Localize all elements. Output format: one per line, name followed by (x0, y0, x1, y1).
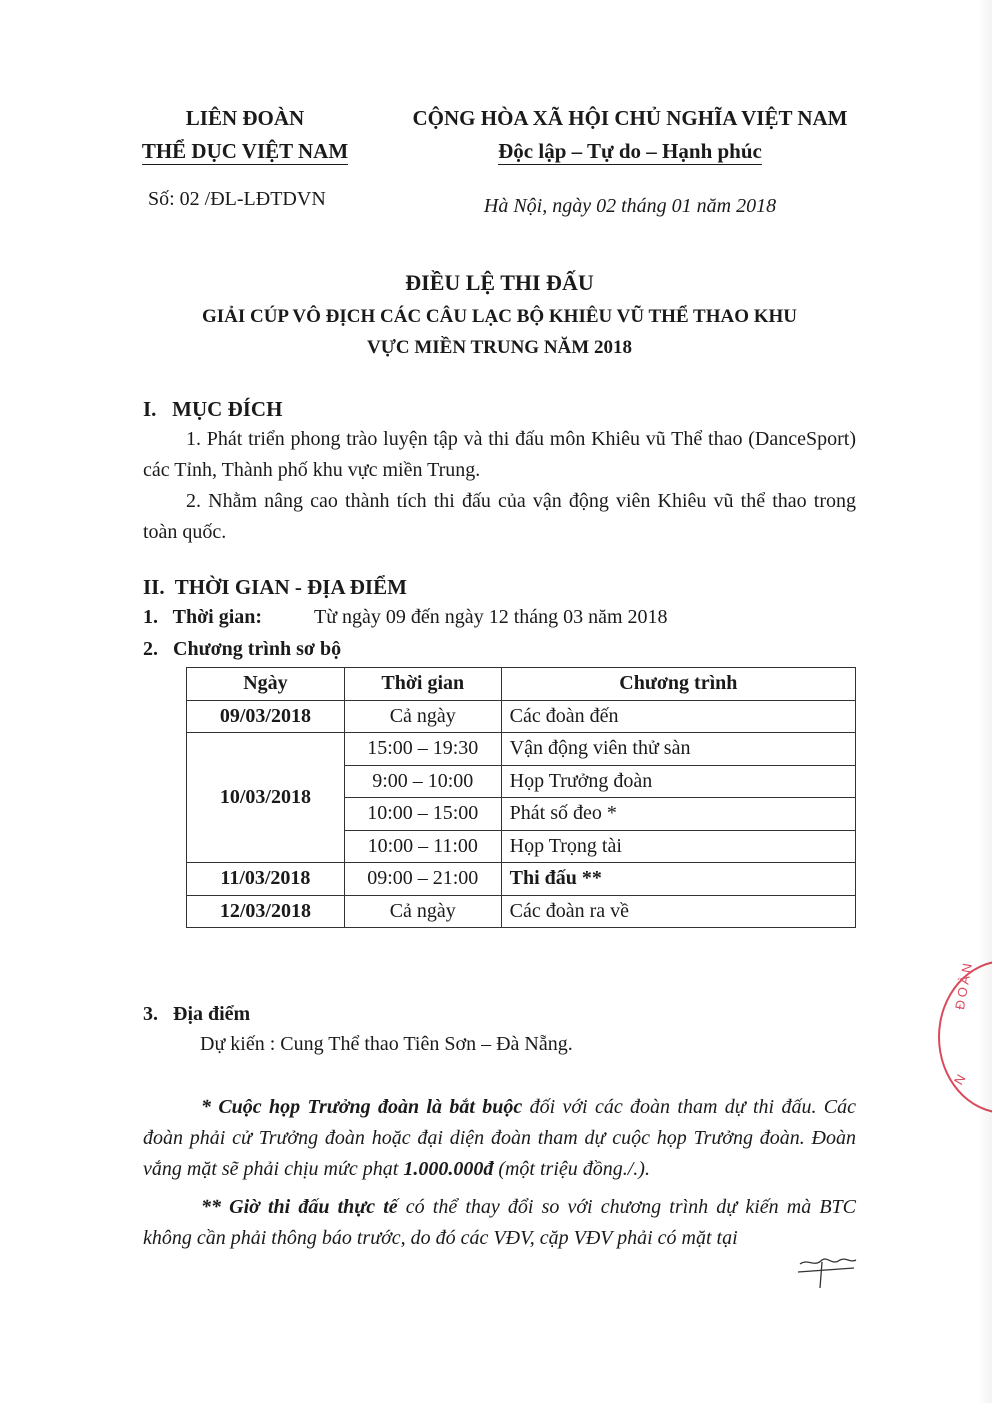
time-value: Từ ngày 09 đến ngày 12 tháng 03 năm 2018 (314, 606, 668, 628)
section1-heading: I. MỤC ĐÍCH (143, 397, 283, 421)
initials-signature-icon (792, 1248, 862, 1290)
cell-program: Thi đấu ** (501, 863, 855, 896)
place-date: Hà Nội, ngày 02 tháng 01 năm 2018 (483, 195, 777, 217)
table-row (187, 733, 856, 766)
schedule-table (186, 667, 856, 928)
cell-program: Các đoàn đến (501, 700, 855, 733)
cell-program: Các đoàn ra về (501, 895, 855, 928)
table-row (187, 863, 856, 896)
col-header-time: Thời gian (344, 668, 501, 701)
note1-rest-a: đối với các đoàn tham dự thi đấu. Các đoàn phải cử Trưởng đoàn hoặc đại diện đoàn tham dự cuộc họp Trưởng đoàn. Đoàn vắng mặt sẽ phải chịu mức phạt (143, 1096, 857, 1180)
doc-number: Số: 02 /ĐL-LĐTDVN (148, 188, 326, 210)
section1-item1: 1. Phát triển phong trào luyện tập và thi đấu môn Khiêu vũ Thể thao (DanceSport) các Tỉnh, Thành phố khu vực miền Trung. (143, 428, 856, 481)
cell-time: 9:00 – 10:00 (344, 765, 501, 798)
note1 (143, 1092, 856, 1185)
stamp-text: ĐOÀN (952, 959, 976, 1011)
cell-time: Cả ngày (344, 700, 501, 733)
country-name: CỘNG HÒA XÃ HỘI CHỦ NGHĨA VIỆT NAM (412, 106, 848, 130)
note1-rest-b: (một triệu đồng./.). (493, 1158, 650, 1180)
cell-date: 11/03/2018 (187, 863, 345, 896)
stamp-text-2: N (950, 1071, 969, 1088)
cell-date: 12/03/2018 (187, 895, 345, 928)
col-header-date: Ngày (187, 668, 345, 701)
org-name-line2 (130, 139, 360, 164)
section2-heading: II. THỜI GIAN - ĐỊA ĐIỂM (143, 575, 407, 599)
page-edge-shadow (978, 0, 992, 1403)
cell-time: 10:00 – 15:00 (344, 798, 501, 831)
venue-value: Dự kiến : Cung Thể thao Tiên Sơn – Đà Nẵng. (200, 1033, 573, 1055)
cell-time: 10:00 – 11:00 (344, 830, 501, 863)
doc-title: ĐIỀU LỆ THI ĐẤU (405, 270, 594, 295)
org-name-line2-text: THỂ DỤC VIỆT NAM (141, 139, 349, 163)
cell-date: 09/03/2018 (187, 700, 345, 733)
cell-time: 15:00 – 19:30 (344, 733, 501, 766)
program-label: 2. Chương trình sơ bộ (143, 638, 342, 660)
col-header-program: Chương trình (501, 668, 855, 701)
cell-time: 09:00 – 21:00 (344, 863, 501, 896)
cell-program: Vận động viên thử sàn (501, 733, 855, 766)
note1-bold: * Cuộc họp Trưởng đoàn là bắt buộc (201, 1096, 523, 1118)
doc-subtitle-line2: VỰC MIỀN TRUNG NĂM 2018 (367, 337, 632, 358)
table-row (187, 700, 856, 733)
note2-bold: ** Giờ thi đấu thực tế (201, 1196, 398, 1218)
table-header-row (187, 668, 856, 701)
venue-label: 3. Địa điểm (143, 1003, 251, 1025)
note2 (143, 1192, 856, 1254)
section1-item2: 2. Nhằm nâng cao thành tích thi đấu của vận động viên Khiêu vũ thể thao trong toàn quốc. (143, 490, 856, 543)
note2-rest: có thể thay đổi so với chương trình dự kiến mà BTC không cần phải thông báo trước, do đó các VĐV, cặp VĐV phải có mặt tại (143, 1196, 856, 1249)
cell-program: Họp Trọng tài (501, 830, 855, 863)
note1-amount: 1.000.000đ (403, 1158, 494, 1180)
cell-program: Họp Trưởng đoàn (501, 765, 855, 798)
motto-text: Độc lập – Tự do – Hạnh phúc (498, 139, 762, 163)
cell-time: Cả ngày (344, 895, 501, 928)
table-row (187, 895, 856, 928)
cell-date: 10/03/2018 (187, 733, 345, 863)
time-label: 1. Thời gian: (143, 606, 263, 628)
cell-program: Phát số đeo * (501, 798, 855, 831)
doc-subtitle-line1: GIẢI CÚP VÔ ĐỊCH CÁC CÂU LẠC BỘ KHIÊU VŨ THỂ THAO KHU (201, 306, 798, 327)
org-name-line1: LIÊN ĐOÀN (185, 106, 305, 130)
motto (390, 139, 870, 164)
